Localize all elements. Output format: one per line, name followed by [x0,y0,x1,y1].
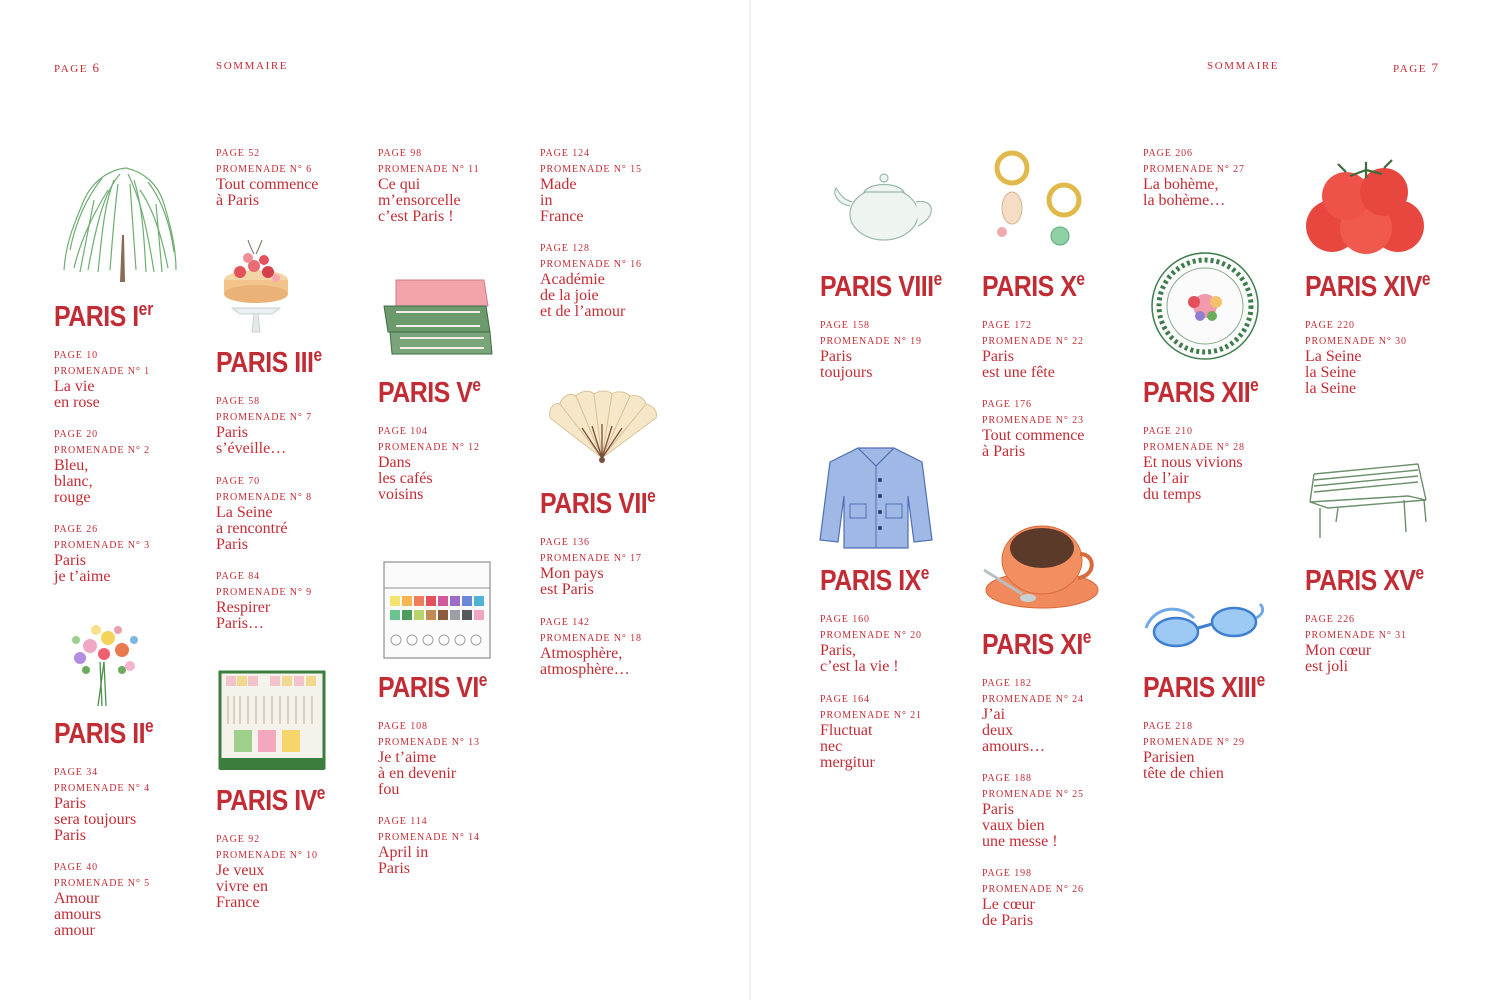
flower-bouquet-icon [60,622,148,708]
district-heading-14: PARIS XIVe [1305,269,1431,303]
promenade-entry-16[interactable]: PAGE 128 PROMENADE N° 16 Académie de la joie et de l’amour [540,243,642,320]
promenade-entry-4[interactable]: PAGE 34 PROMENADE N° 4 Paris sera toujours Paris [54,767,151,844]
promenade-entry-11[interactable]: PAGE 98 PROMENADE N° 11 Ce qui m’ensorcelle c’est Paris ! [378,148,480,225]
right-section-title: SOMMAIRE [1207,60,1280,72]
district-heading-3: PARIS IIIe [216,345,323,379]
promenade-entry-1[interactable]: PAGE 10 PROMENADE N° 1 La vie en rose [54,350,151,411]
promenade-entry-8[interactable]: PAGE 70 PROMENADE N° 8 La Seine a rencontré Paris [216,476,313,553]
district-heading-12: PARIS XIIe [1143,375,1259,409]
watercolor-palette-icon [380,558,492,662]
promenade-entry-10[interactable]: PAGE 92 PROMENADE N° 10 Je veux vivre en France [216,834,318,911]
promenade-entry-20[interactable]: PAGE 160 PROMENADE N° 20 Paris, c’est la vie ! [820,614,922,675]
promenade-entry-6[interactable]: PAGE 52 PROMENADE N° 6 Tout commence à Paris [216,148,319,209]
promenade-entry-22[interactable]: PAGE 172 PROMENADE N° 22 Paris est une fête [982,320,1084,381]
park-bench-icon [1308,460,1430,540]
district-heading-1: PARIS Ier [54,299,154,333]
promenade-entry-31[interactable]: PAGE 226 PROMENADE N° 31 Mon cœur est joli [1305,614,1407,675]
work-jacket-icon [818,444,934,552]
tomatoes-icon [1302,156,1426,254]
promenade-entry-26[interactable]: PAGE 198 PROMENADE N° 26 Le cœur de Paris [982,868,1084,929]
district-heading-6: PARIS VIe [378,670,488,704]
promenade-entry-19[interactable]: PAGE 158 PROMENADE N° 19 Paris toujours [820,320,922,381]
left-page-number: PAGE 6 [54,60,99,75]
coffee-cup-icon [982,520,1100,612]
promenade-entry-9[interactable]: PAGE 84 PROMENADE N° 9 Respirer Paris… [216,571,313,632]
willow-tree-icon [58,160,183,285]
promenade-entry-25[interactable]: PAGE 188 PROMENADE N° 25 Paris vaux bien une messe ! [982,773,1084,850]
cake-icon [218,236,294,334]
promenade-entry-28[interactable]: PAGE 210 PROMENADE N° 28 Et nous vivions de l’air du temps [1143,426,1245,503]
promenade-entry-23[interactable]: PAGE 176 PROMENADE N° 23 Tout commence à Paris [982,399,1085,460]
promenade-entry-3[interactable]: PAGE 26 PROMENADE N° 3 Paris je t’aime [54,524,151,585]
book-spine [749,0,751,1000]
left-section-title: SOMMAIRE [216,60,289,72]
folding-fan-icon [542,388,664,470]
decorative-plate-icon [1150,250,1260,362]
promenade-entry-15[interactable]: PAGE 124 PROMENADE N° 15 Made in France [540,148,642,225]
promenade-entry-12[interactable]: PAGE 104 PROMENADE N° 12 Dans les cafés voisins [378,426,480,503]
promenade-entry-7[interactable]: PAGE 58 PROMENADE N° 7 Paris s’éveille… [216,396,313,457]
district-heading-11: PARIS XIe [982,627,1092,661]
earrings-icon [988,148,1098,252]
promenade-entry-13[interactable]: PAGE 108 PROMENADE N° 13 Je t’aime à en devenir fou [378,721,480,798]
district-heading-2: PARIS IIe [54,716,154,750]
swim-goggles-icon [1144,598,1266,654]
promenade-entry-27[interactable]: PAGE 206 PROMENADE N° 27 La bohème, la bohème… [1143,148,1245,209]
teapot-icon [830,168,940,246]
district-heading-4: PARIS IVe [216,783,326,817]
promenade-entry-2[interactable]: PAGE 20 PROMENADE N° 2 Bleu, blanc, rouge [54,429,151,506]
district-heading-9: PARIS IXe [820,563,930,597]
district-heading-8: PARIS VIIIe [820,269,943,303]
district-heading-15: PARIS XVe [1305,563,1425,597]
bookstall-icon [218,666,326,772]
promenade-entry-24[interactable]: PAGE 182 PROMENADE N° 24 J’ai deux amours… [982,678,1084,755]
promenade-entry-14[interactable]: PAGE 114 PROMENADE N° 14 April in Paris [378,816,480,877]
promenade-entry-18[interactable]: PAGE 142 PROMENADE N° 18 Atmosphère, atmosphère… [540,617,642,678]
promenade-entry-17[interactable]: PAGE 136 PROMENADE N° 17 Mon pays est Paris [540,537,642,598]
district-heading-7: PARIS VIIe [540,486,656,520]
right-page-number: PAGE 7 [1393,60,1438,75]
promenade-entry-30[interactable]: PAGE 220 PROMENADE N° 30 La Seine la Seine la Seine [1305,320,1407,397]
district-heading-5: PARIS Ve [378,375,481,409]
promenade-entry-29[interactable]: PAGE 218 PROMENADE N° 29 Parisien tête de chien [1143,721,1245,782]
district-heading-10: PARIS Xe [982,269,1085,303]
promenade-entry-21[interactable]: PAGE 164 PROMENADE N° 21 Fluctuat nec mergitur [820,694,922,771]
district-heading-13: PARIS XIIIe [1143,670,1266,704]
books-icon [380,272,498,358]
promenade-entry-5[interactable]: PAGE 40 PROMENADE N° 5 Amour amours amour [54,862,151,939]
